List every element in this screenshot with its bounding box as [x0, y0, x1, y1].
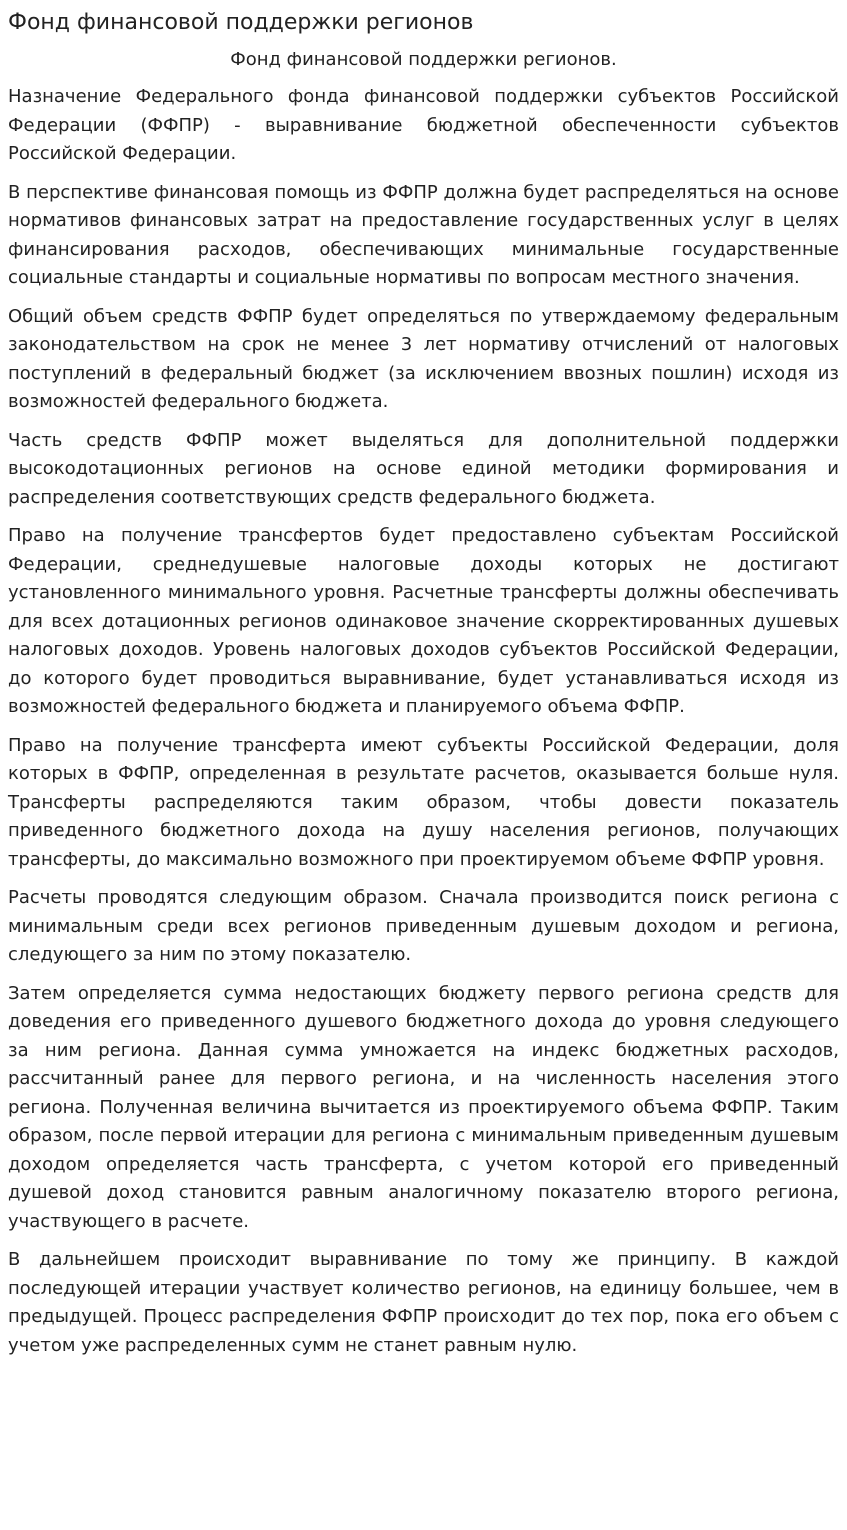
paragraph: Часть средств ФФПР может выделяться для дополнительной поддержки высокодотационных регионов на основе единой методики формирования и распределения соответствующих средств федерального бюджета.	[8, 429, 839, 508]
paragraph: Общий объем средств ФФПР будет определяться по утверждаемому федеральным законодательством на срок не менее 3 лет нормативу отчислений от налоговых поступлений в федеральный бюджет (за исключением ввозных пошлин) исходя из возможностей федерального бюджета.	[8, 305, 839, 412]
paragraph: Право на получение трансфертов будет предоставлено субъектам Российской Федерации, среднедушевые налоговые доходы которых не достигают установленного минимального уровня. Расчетные трансферты должны обеспечивать для всех дотационных регионов одинаковое значение скорректированных душевых налоговых доходов. Уровень налоговых доходов субъектов Российской Федерации, до которого будет проводиться выравнивание, будет устанавливаться исходя из возможностей федерального бюджета и планируемого объема ФФПР.	[8, 525, 839, 717]
paragraph: В дальнейшем происходит выравнивание по тому же принципу. В каждой последующей итерации участвует количество регионов, на единицу большее, чем в предыдущей. Процесс распределения ФФПР происходит до тех пор, пока его объем с учетом уже распределенных сумм не станет равным нулю.	[8, 1249, 839, 1356]
paragraph: Затем определяется сумма недостающих бюджету первого региона средств для доведения его приведенного душевого бюджетного дохода до уровня следующего за ним региона. Данная сумма умножается на индекс бюджетных расходов, рассчитанный ранее для первого региона, и на численность населения этого региона. Полученная величина вычитается из проектируемого объема ФФПР. Таким образом, после первой итерации для региона с минимальным приведенным душевым доходом определяется часть трансферта, с учетом которой его приведенный душевой доход становится равным аналогичному показателю второго региона, участвующего в расчете.	[8, 982, 839, 1232]
paragraph: В перспективе финансовая помощь из ФФПР должна будет распределяться на основе нормативов финансовых затрат на предоставление государственных услуг в целях финансирования расходов, обеспечивающих минимальные государственные социальные стандарты и социальные нормативы по вопросам местного значения.	[8, 181, 839, 288]
article-body	[8, 83, 839, 1360]
paragraph: Расчеты проводятся следующим образом. Сначала производится поиск региона с минимальным среди всех регионов приведенным душевым доходом и региона, следующего за ним по этому показателю.	[8, 887, 839, 965]
article-subtitle: Фонд финансовой поддержки регионов.	[230, 49, 617, 70]
paragraph: Назначение Федерального фонда финансовой поддержки субъектов Российской Федерации (ФФПР) - выравнивание бюджетной обеспеченности субъектов Российской Федерации.	[8, 86, 839, 164]
paragraph: Право на получение трансферта имеют субъекты Российской Федерации, доля которых в ФФПР, определенная в результате расчетов, оказывается больше нуля. Трансферты распределяются таким образом, чтобы довести показатель приведенного бюджетного дохода на душу населения регионов, получающих трансферты, до максимально возможного при проектируемом объеме ФФПР уровня.	[8, 734, 839, 870]
page-title: Фонд финансовой поддержки регионов	[8, 10, 474, 35]
